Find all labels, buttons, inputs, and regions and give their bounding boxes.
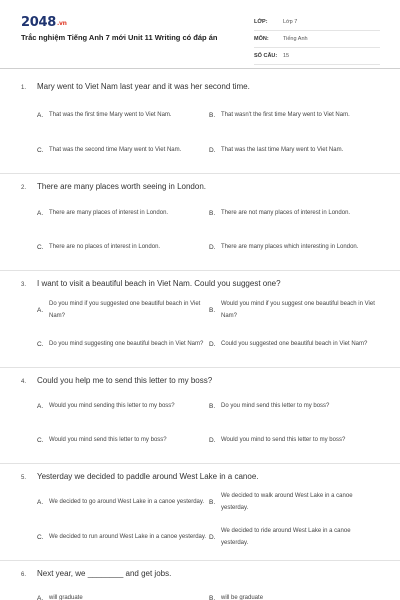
option-letter: A. [37, 111, 44, 119]
question-text: Next year, we ________ and get jobs. [37, 569, 172, 578]
option-c[interactable] [37, 135, 207, 165]
option-a[interactable] [37, 583, 207, 600]
option-text: Would you mind sending this letter to my boss? [49, 403, 175, 409]
option-text: There are many places of interest in London. [49, 210, 169, 216]
question-item [0, 368, 400, 464]
question-item [0, 464, 400, 561]
question-item [0, 74, 400, 174]
option-letter: B. [209, 402, 216, 410]
option-text: There are many places which interesting in London. [221, 244, 359, 250]
option-text: will be graduate [221, 595, 264, 600]
option-a[interactable] [37, 391, 207, 421]
option-letter: A. [37, 402, 44, 410]
meta-row-class [254, 14, 380, 31]
header-divider [0, 68, 400, 69]
option-text: Do you mind if you suggested one beautiful beach in Viet Nam? [49, 301, 201, 319]
option-letter: D. [209, 243, 216, 251]
question-number: 4. [21, 379, 27, 385]
option-text: We decided to go around West Lake in a canoe yesterday. [49, 499, 205, 505]
meta-value: Tiếng Anh [283, 36, 308, 42]
meta-row-count [254, 48, 380, 65]
option-b[interactable] [209, 100, 379, 130]
meta-row-subject [254, 31, 380, 48]
option-letter: A. [37, 306, 44, 314]
option-d[interactable] [209, 522, 379, 552]
option-letter: C. [37, 243, 44, 251]
option-text: We decided to run around West Lake in a canoe yesterday. [49, 534, 207, 540]
question-item [0, 174, 400, 271]
option-a[interactable] [37, 295, 207, 325]
option-text: Would you mind to send this letter to my boss? [221, 437, 346, 443]
question-text: Could you help me to send this letter to my boss? [37, 376, 213, 385]
meta-label: SỐ CÂU: [254, 53, 278, 59]
meta-value: 15 [283, 53, 290, 59]
option-text: Do you mind suggesting one beautiful beach in Viet Nam? [49, 341, 204, 347]
option-b[interactable] [209, 583, 379, 600]
option-c[interactable] [37, 329, 207, 359]
option-letter: B. [209, 306, 216, 314]
option-text: We decided to ride around West Lake in a canoe yesterday. [221, 528, 351, 546]
logo-main: 2048 [21, 15, 56, 30]
question-list [0, 74, 400, 600]
option-letter: D. [209, 340, 216, 348]
option-a[interactable] [37, 100, 207, 130]
option-text: That was the last time Mary went to Viet Nam. [221, 147, 344, 153]
question-number: 6. [21, 572, 27, 578]
question-stem [21, 82, 250, 91]
logo-suffix: .vn [56, 20, 67, 27]
option-letter: B. [209, 111, 216, 119]
option-text: Would you mind if you suggest one beautiful beach in Viet Nam? [221, 301, 375, 319]
question-text: There are many places worth seeing in London. [37, 182, 206, 191]
option-b[interactable] [209, 198, 379, 228]
question-item [0, 271, 400, 368]
option-text: That was the second time Mary went to Viet Nam. [49, 147, 182, 153]
option-letter: B. [209, 594, 216, 600]
option-letter: D. [209, 533, 216, 541]
option-text: Would you mind send this letter to my boss? [49, 437, 167, 443]
question-item [0, 561, 400, 600]
question-number: 3. [21, 282, 27, 288]
meta-label: MÔN: [254, 36, 269, 42]
option-text: We decided to walk around West Lake in a canoe yesterday. [221, 493, 353, 511]
option-c[interactable] [37, 522, 207, 552]
option-letter: C. [37, 436, 44, 444]
option-text: That wasn't the first time Mary went to Viet Nam. [221, 112, 350, 118]
question-text: I want to visit a beautiful beach in Viet Nam. Could you suggest one? [37, 279, 281, 288]
option-text: will graduate [49, 595, 83, 600]
option-d[interactable] [209, 425, 379, 455]
site-logo[interactable] [21, 15, 67, 30]
option-b[interactable] [209, 295, 379, 325]
page-header [0, 0, 400, 66]
question-stem [21, 182, 206, 191]
option-c[interactable] [37, 232, 207, 262]
option-b[interactable] [209, 487, 379, 517]
option-a[interactable] [37, 198, 207, 228]
meta-label: LỚP: [254, 19, 268, 25]
option-letter: C. [37, 340, 44, 348]
question-stem [21, 376, 212, 385]
question-stem [21, 472, 259, 481]
question-text: Mary went to Viet Nam last year and it was her second time. [37, 82, 250, 91]
option-letter: B. [209, 209, 216, 217]
option-d[interactable] [209, 329, 379, 359]
option-letter: C. [37, 533, 44, 541]
option-letter: A. [37, 594, 44, 600]
option-text: There are not many places of interest in London. [221, 210, 351, 216]
meta-table [254, 14, 380, 65]
option-letter: B. [209, 498, 216, 506]
question-stem [21, 569, 171, 578]
option-d[interactable] [209, 135, 379, 165]
option-text: There are no places of interest in London. [49, 244, 161, 250]
option-letter: C. [37, 146, 44, 154]
question-stem [21, 279, 281, 288]
option-letter: D. [209, 146, 216, 154]
option-text: Do you mind send this letter to my boss? [221, 403, 330, 409]
option-b[interactable] [209, 391, 379, 421]
document-title: Trắc nghiệm Tiếng Anh 7 mới Unit 11 Writing có đáp án [21, 33, 218, 42]
option-letter: A. [37, 498, 44, 506]
option-c[interactable] [37, 425, 207, 455]
option-d[interactable] [209, 232, 379, 262]
option-letter: A. [37, 209, 44, 217]
option-a[interactable] [37, 487, 207, 517]
question-number: 5. [21, 475, 27, 481]
question-text: Yesterday we decided to paddle around West Lake in a canoe. [37, 472, 259, 481]
option-text: Could you suggested one beautiful beach in Viet Nam? [221, 341, 368, 347]
option-letter: D. [209, 436, 216, 444]
option-text: That was the first time Mary went to Viet Nam. [49, 112, 172, 118]
question-number: 2. [21, 185, 27, 191]
meta-value: Lớp 7 [283, 19, 298, 25]
question-number: 1. [21, 85, 27, 91]
